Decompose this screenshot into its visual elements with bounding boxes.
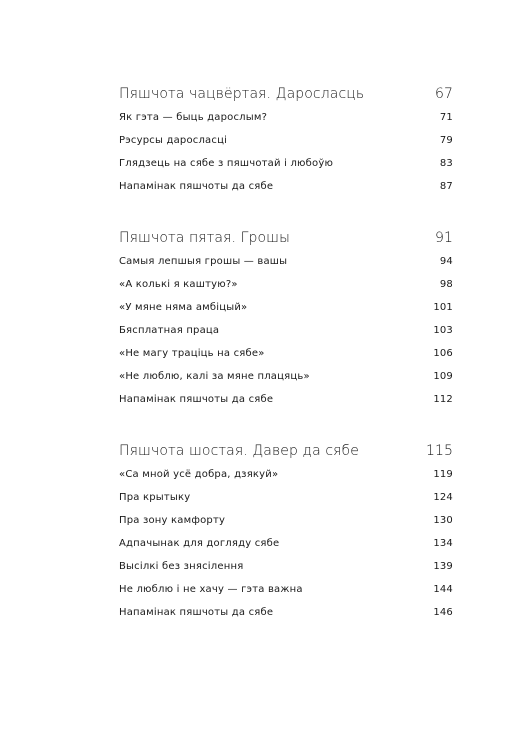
toc-entry-page: 119	[433, 469, 453, 480]
toc-entry	[119, 256, 453, 279]
chapter-page-number: 91	[434, 230, 453, 246]
toc-entry	[119, 112, 453, 135]
toc-entry-title: «У мяне няма амбіцый»	[119, 302, 248, 313]
toc-entry-title: Не люблю і не хачу — гэта важна	[119, 584, 303, 595]
chapter-title: Пяшчота шостая. Давер да сябе	[119, 443, 359, 459]
toc-entry-title: Пра крытыку	[119, 492, 191, 503]
chapter-heading	[119, 443, 453, 469]
toc-entry	[119, 469, 453, 492]
toc-entry-title: Глядзець на сябе з пяшчотай і любоўю	[119, 158, 334, 169]
toc-entry-page: 83	[439, 158, 453, 169]
toc-entry-title: «Са мной усё добра, дзякуй»	[119, 469, 279, 480]
toc-entry	[119, 371, 453, 394]
chapter-section	[119, 86, 453, 204]
toc-entry-page: 98	[439, 279, 453, 290]
chapter-section	[119, 230, 453, 417]
toc-entry-title: «Не магу траціць на сябе»	[119, 348, 265, 359]
toc-entry	[119, 607, 453, 630]
chapter-title: Пяшчота чацвёртая. Дарослaсць	[119, 86, 365, 102]
toc-entry-page: 101	[433, 302, 453, 313]
chapter-page-number: 115	[425, 443, 453, 459]
toc-entry-title: «А колькі я каштую?»	[119, 279, 238, 290]
toc-entry-page: 79	[439, 135, 453, 146]
chapter-heading	[119, 230, 453, 256]
chapter-title: Пяшчота пятая. Грошы	[119, 230, 290, 246]
toc-entry-title: Напамінак пяшчоты да сябе	[119, 394, 274, 405]
toc-entry-page: 71	[439, 112, 453, 123]
toc-entry	[119, 394, 453, 417]
toc-entry	[119, 492, 453, 515]
toc-entry-title: Бясплатная праца	[119, 325, 220, 336]
toc-entry-page: 130	[433, 515, 453, 526]
toc-entry-page: 103	[433, 325, 453, 336]
toc-entry-title: Як гэта — быць дарослым?	[119, 112, 268, 123]
toc-entry-title: Напамінак пяшчоты да сябе	[119, 607, 274, 618]
toc-entry-page: 134	[433, 538, 453, 549]
toc-entry	[119, 302, 453, 325]
toc-entry-title: Адпачынак для догляду сябе	[119, 538, 280, 549]
toc-entry-page: 106	[433, 348, 453, 359]
chapter-section	[119, 443, 453, 630]
toc-entry-page: 139	[433, 561, 453, 572]
toc-entry	[119, 325, 453, 348]
toc-entry-title: Пра зону камфорту	[119, 515, 226, 526]
toc-entry-title: Самыя лепшыя грошы — вашы	[119, 256, 288, 267]
toc-entry	[119, 135, 453, 158]
toc-entry-page: 124	[433, 492, 453, 503]
toc-entry	[119, 158, 453, 181]
chapter-heading	[119, 86, 453, 112]
toc-entry	[119, 279, 453, 302]
toc-entry-page: 146	[433, 607, 453, 618]
toc-entry-page: 94	[439, 256, 453, 267]
toc-entry	[119, 515, 453, 538]
chapter-page-number: 67	[434, 86, 453, 102]
toc-entry-title: Высілкі без знясілення	[119, 561, 244, 572]
toc-entry	[119, 561, 453, 584]
toc-entry-title: Напамінак пяшчоты да сябе	[119, 181, 274, 192]
toc-entry-title: Рэсурсы дарослaсці	[119, 135, 228, 146]
toc-entry-page: 109	[433, 371, 453, 382]
toc-entry	[119, 538, 453, 561]
toc-entry	[119, 181, 453, 204]
table-of-contents	[119, 86, 453, 656]
toc-entry-page: 144	[433, 584, 453, 595]
toc-entry	[119, 348, 453, 371]
toc-entry	[119, 584, 453, 607]
toc-entry-page: 87	[439, 181, 453, 192]
toc-entry-page: 112	[433, 394, 453, 405]
toc-entry-title: «Не люблю, калі за мяне плацяць»	[119, 371, 310, 382]
